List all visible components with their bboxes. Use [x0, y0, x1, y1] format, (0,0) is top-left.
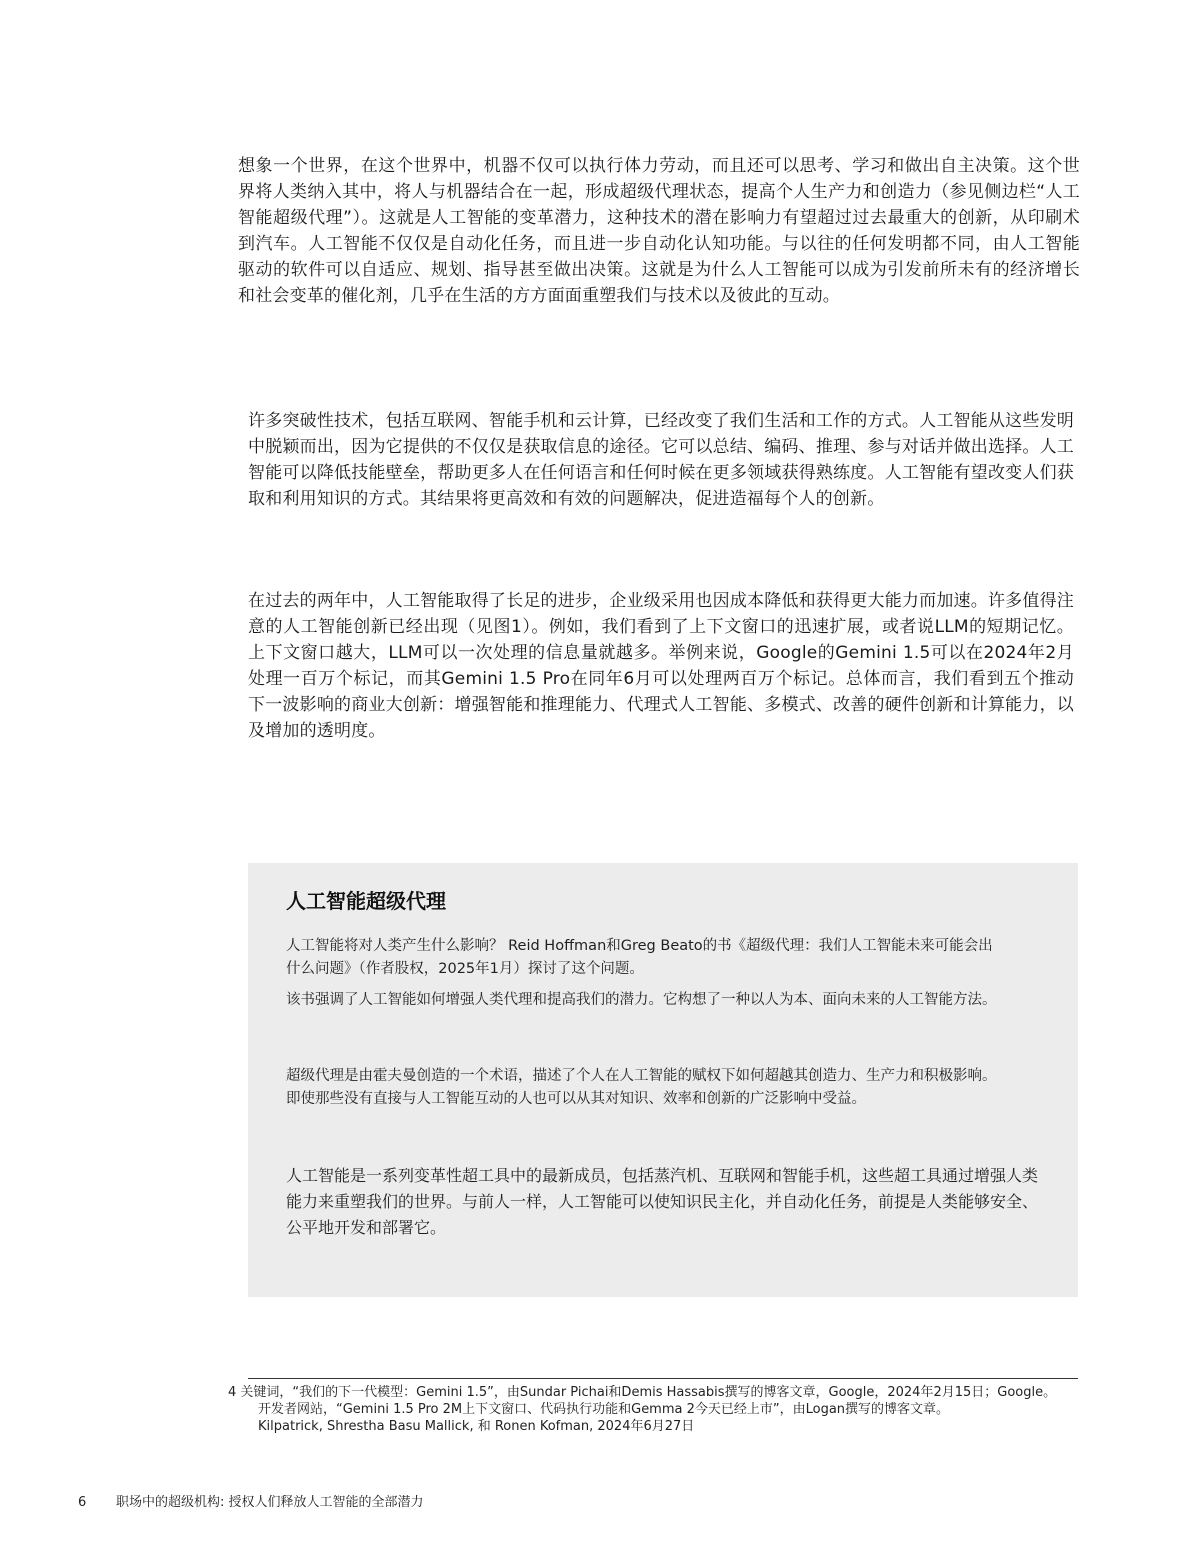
footnote-line: Kilpatrick, Shrestha Basu Mallick, 和 Ronen Kofman, 2024年6月27日 — [258, 1419, 695, 1434]
body-paragraph-1: 想象一个世界，在这个世界中，机器不仅可以执行体力劳动，而且还可以思考、学习和做出自主决策。这个世界将人类纳入其中，将人与机器结合在一起，形成超级代理状态，提高个人生产力和创造力（参见侧边栏“人工智能超级代理”）。这就是人工智能的变革潜力，这种技术的潜在影响力有望超过过去最重大的创新，从印刷术到汽车。人工智能不仅仅是自动化任务，而且进一步自动化认知功能。与以往的任何发明都不同，由人工智能驱动的软件可以自适应、规划、指导甚至做出决策。这就是为什么人工智能可以成为引发前所未有的经济增长和社会变革的催化剂，几乎在生活的方方面面重塑我们与技术以及彼此的互动。 — [238, 156, 1080, 306]
sidebar-paragraph-2: 该书强调了人工智能如何增强人类代理和提高我们的潜力。它构想了一种以人为本、面向未来的人工智能方法。 — [286, 992, 997, 1008]
document-title: 职场中的超级机构: 授权人们释放人工智能的全部潜力 — [116, 1495, 424, 1510]
page-footer — [78, 1491, 424, 1510]
page-number: 6 — [78, 1495, 87, 1510]
sidebar-title: 人工智能超级代理 — [286, 889, 446, 913]
sidebar-paragraph-1: 人工智能将对人类产生什么影响？ Reid Hoffman和Greg Beato的书《超级代理：我们人工智能未来可能会出什么问题》（作者股权，2025年1月）探讨了这个问题。 — [286, 938, 993, 977]
footnote — [228, 1384, 1098, 1435]
sidebar-paragraph-3: 超级代理是由霍夫曼创造的一个术语，描述了个人在人工智能的赋权下如何超越其创造力、生产力和积极影响。即使那些没有直接与人工智能互动的人也可以从其对知识、效率和创新的广泛影响中受益。 — [286, 1068, 997, 1107]
body-paragraph-3: 在过去的两年中，人工智能取得了长足的进步，企业级采用也因成本降低和获得更大能力而加速。许多值得注意的人工智能创新已经出现（见图1）。例如，我们看到了上下文窗口的迅速扩展，或者说LLM的短期记忆。上下文窗口越大，LLM可以一次处理的信息量就越多。举例来说，Google的Gemini 1.5可以在2024年2月处理一百万个标记，而其Gemini 1.5 Pro在同年6月可以处理两百万个标记。总体而言，我们看到五个推动下一波影响的商业大创新：增强智能和推理能力、代理式人工智能、多模式、改善的硬件创新和计算能力，以及增加的透明度。 — [248, 591, 1074, 741]
footnote-line: 4 关键词，“我们的下一代模型：Gemini 1.5”，由Sundar Pichai和Demis Hassabis撰写的博客文章，Google，2024年2月15日；Google。 — [228, 1385, 1057, 1400]
footnote-divider — [248, 1378, 1078, 1379]
sidebar-box — [248, 863, 1078, 1297]
sidebar-paragraph-4: 人工智能是一系列变革性超工具中的最新成员，包括蒸汽机、互联网和智能手机，这些超工具通过增强人类能力来重塑我们的世界。与前人一样，人工智能可以使知识民主化，并自动化任务，前提是人类能够安全、公平地开发和部署它。 — [286, 1166, 1039, 1237]
footnote-line: 开发者网站，“Gemini 1.5 Pro 2M上下文窗口、代码执行功能和Gemma 2今天已经上市”，由Logan撰写的博客文章。 — [258, 1402, 950, 1417]
body-paragraph-2: 许多突破性技术，包括互联网、智能手机和云计算，已经改变了我们生活和工作的方式。人工智能从这些发明中脱颖而出，因为它提供的不仅仅是获取信息的途径。它可以总结、编码、推理、参与对话并做出选择。人工智能可以降低技能壁垒，帮助更多人在任何语言和任何时候在更多领域获得熟练度。人工智能有望改变人们获取和利用知识的方式。其结果将更高效和有效的问题解决，促进造福每个人的创新。 — [248, 411, 1074, 509]
